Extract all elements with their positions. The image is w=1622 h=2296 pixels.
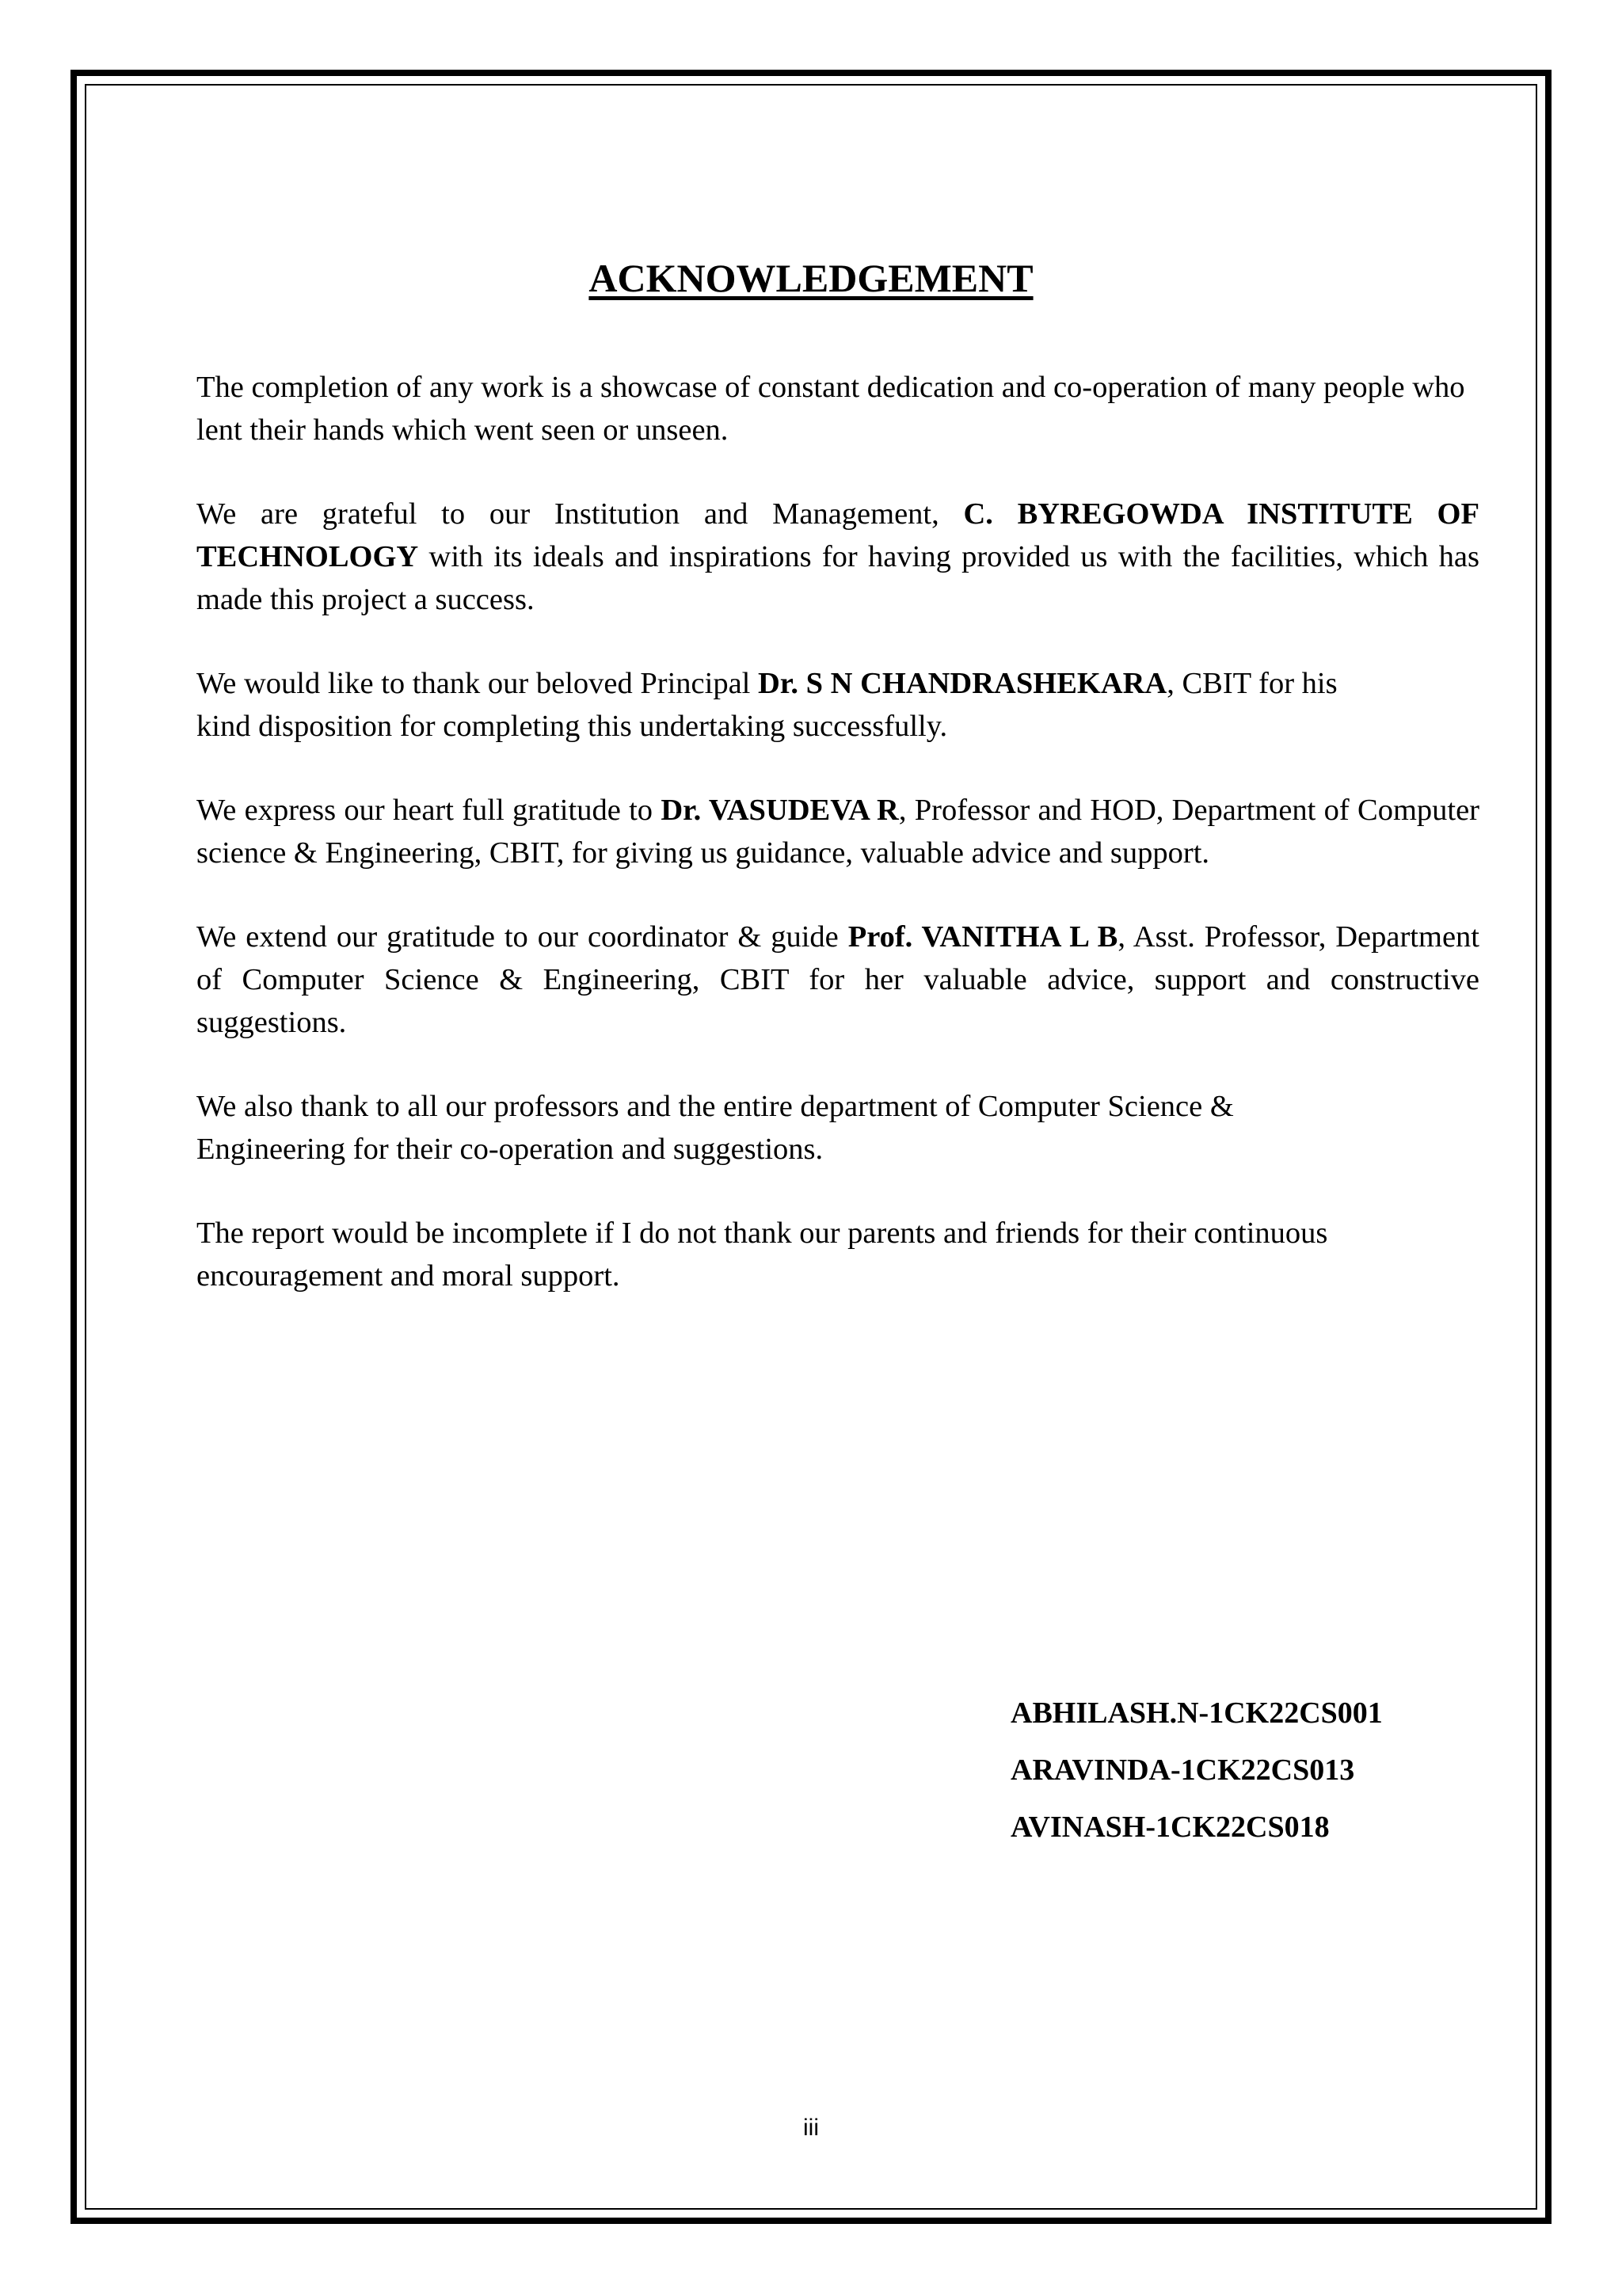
paragraph-text: We would like to thank our beloved Principal — [196, 667, 758, 700]
paragraph-text: We are grateful to our Institution and Management, — [196, 497, 964, 531]
hod-name: Dr. VASUDEVA R — [661, 794, 899, 827]
paragraph-text: , Asst. Professor, Department of Computer Science & Engineering, CBIT for her valuable advice, support and constructive suggestions. — [196, 920, 1479, 1039]
paragraph-completion: The completion of any work is a showcase of constant dedication and co-operation of many people who lent their hands which went seen or unseen. — [196, 371, 1465, 447]
paragraph-principal — [196, 662, 1479, 748]
paragraph-text: The report would be incomplete if I do not thank our parents and friends for their continuous — [196, 1217, 1328, 1250]
signature-block — [1011, 1685, 1383, 1856]
paragraph-text: with its ideals and inspirations for having provided us with the facilities, which has made this project a success. — [196, 540, 1479, 616]
acknowledgement-body — [196, 366, 1479, 1338]
paragraph-text: Engineering for their co-operation and suggestions. — [196, 1133, 824, 1166]
paragraph-parents — [196, 1212, 1479, 1297]
paragraph-professors — [196, 1085, 1479, 1171]
paragraph-text: , CBIT for his — [1167, 667, 1338, 700]
signature-name: ARAVINDA-1CK22CS013 — [1011, 1753, 1355, 1787]
paragraph-hod — [196, 789, 1479, 874]
guide-name: Prof. VANITHA L B — [847, 920, 1118, 954]
paragraph-text: We also thank to all our professors and the entire department of Computer Science & — [196, 1090, 1234, 1123]
paragraph-guide — [196, 916, 1479, 1044]
paragraph-institution — [196, 493, 1479, 621]
paragraph-text: We extend our gratitude to our coordinator & guide — [196, 920, 848, 954]
institution-name: C. BYREGOWDA INSTITUTE OF TECHNOLOGY — [196, 497, 1480, 573]
paragraph-text: kind disposition for completing this undertaking successfully. — [196, 710, 948, 743]
signature-name: AVINASH-1CK22CS018 — [1011, 1811, 1330, 1844]
paragraph-text: encouragement and moral support. — [196, 1259, 620, 1293]
paragraph-text: We express our heart full gratitude to — [196, 794, 661, 827]
principal-name: Dr. S N CHANDRASHEKARA — [758, 667, 1167, 700]
page-number: iii — [803, 2115, 819, 2141]
signature-name: ABHILASH.N-1CK22CS001 — [1011, 1696, 1383, 1730]
page-title: ACKNOWLEDGEMENT — [588, 256, 1034, 300]
paragraph-text: , Professor and HOD, Department of Computer science & Engineering, CBIT, for giving us guidance, valuable advice and support. — [196, 794, 1480, 870]
